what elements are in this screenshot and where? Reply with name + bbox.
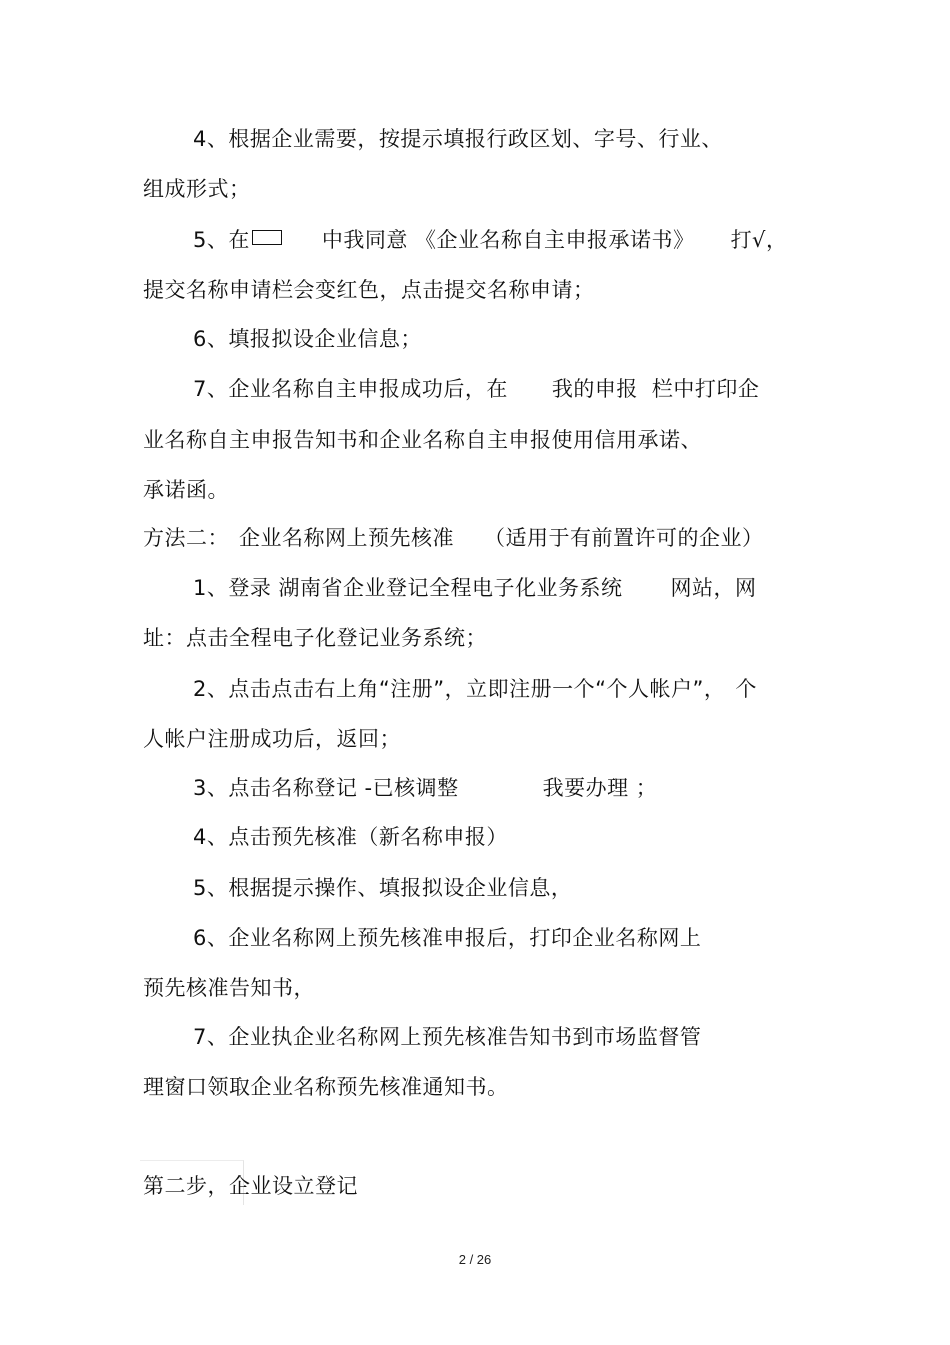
text-line [193,774,657,802]
text-line: 6、企业名称网上预先核准申报后，打印企业名称网上 [193,926,702,950]
text-fragment: 个 [735,677,757,701]
text-line: 址：点击全程电子化登记业务系统； [143,626,487,650]
text-fragment: 2、点击点击右上角“注册”，立即注册一个“个人帐户”， [193,677,726,701]
text-line: 预先核准告知书， [143,976,315,1000]
text-fragment: 3、点击名称登记 -已核调整 [193,776,459,800]
text-line: 理窗口领取企业名称预先核准通知书。 [143,1075,509,1099]
section-heading: 第二步，企业设立登记 [143,1174,358,1198]
method-heading [143,524,764,552]
text-line: 组成形式； [143,177,251,201]
text-fragment: 我要办理 ； [542,776,658,800]
page-number: 2 / 26 [458,1252,492,1267]
text-fragment: 打√， [730,228,788,252]
text-line [193,675,757,703]
text-fragment: 5、在 [193,228,250,252]
text-fragment: 网站，网 [670,576,757,600]
text-line [193,574,757,602]
text-fragment: 企业名称网上预先核准 [239,526,454,550]
checkbox-icon [252,230,282,245]
text-line [193,375,759,403]
text-line: 4、根据企业需要，按提示填报行政区划、字号、行业、 [193,127,723,151]
text-line: 人帐户注册成功后，返回； [143,727,401,751]
text-fragment: （适用于有前置许可的企业） [484,526,764,550]
text-fragment: 方法二： [143,526,229,550]
text-line: 5、根据提示操作、填报拟设企业信息， [193,876,573,900]
text-line: 业名称自主申报告知书和企业名称自主申报使用信用承诺、 [143,428,702,452]
text-fragment: 7、企业名称自主申报成功后，在 [193,377,508,401]
text-line-with-checkbox [193,226,787,254]
text-fragment: 1、登录 湖南省企业登记全程电子化业务系统 [193,576,623,600]
text-line: 7、企业执企业名称网上预先核准告知书到市场监督管 [193,1025,702,1049]
text-line: 提交名称申请栏会变红色，点击提交名称申请； [143,278,595,302]
text-fragment: 我的申报 [551,377,638,401]
text-line: 承诺函。 [143,478,229,502]
text-line: 6、填报拟设企业信息； [193,327,422,351]
text-fragment: 中我同意 《企业名称自主申报承诺书》 [321,228,695,252]
text-fragment: 栏中打印企 [651,377,760,401]
text-line: 4、点击预先核准（新名称申报） [193,825,508,849]
